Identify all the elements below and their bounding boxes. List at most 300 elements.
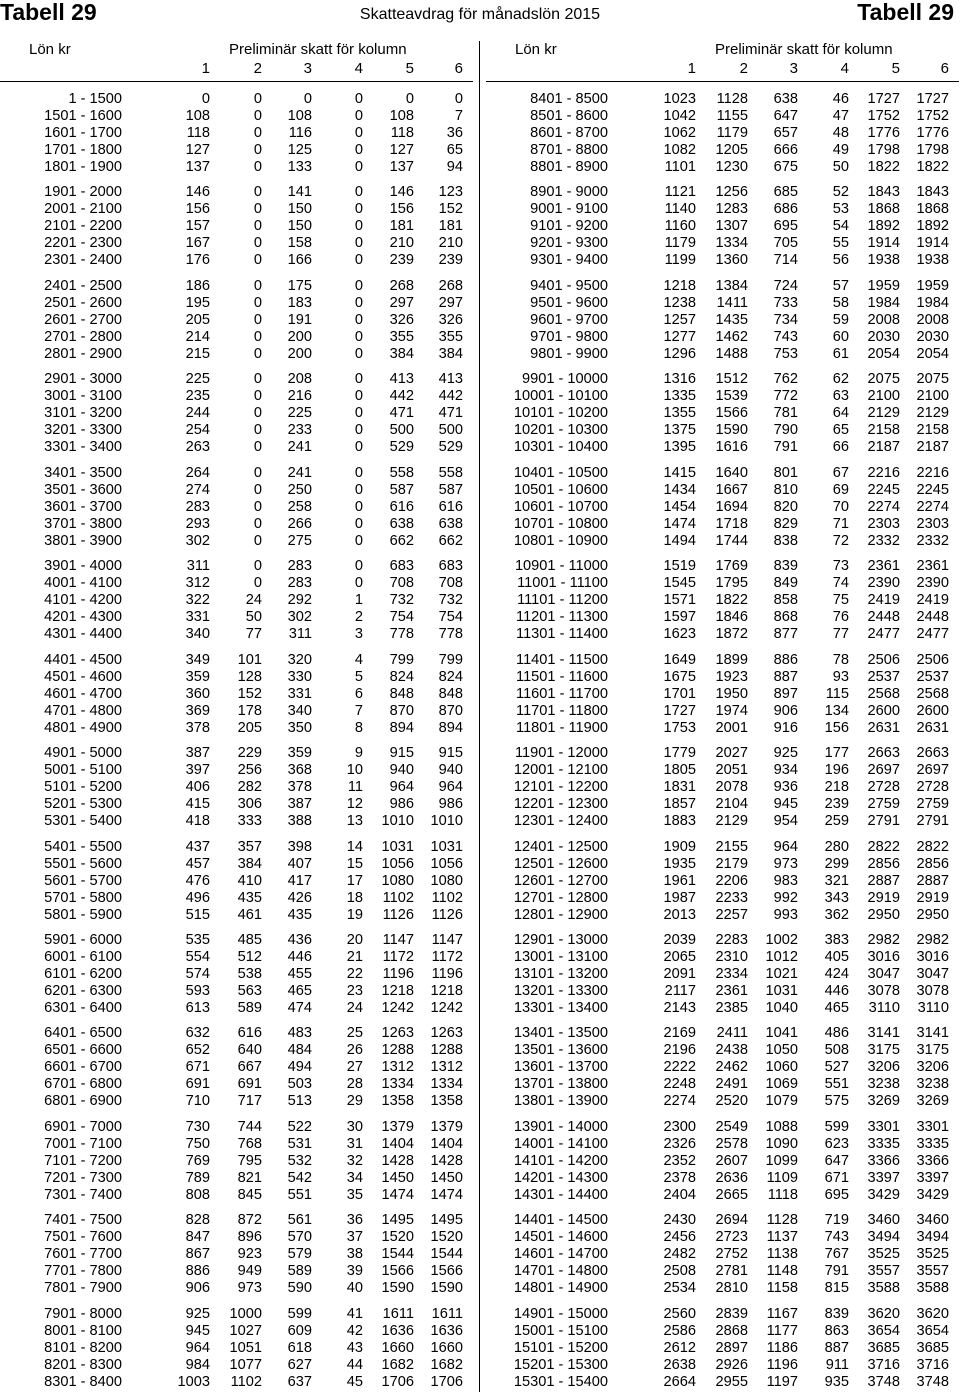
tax-column-6: 0	[454, 91, 463, 107]
salary-range: 9001 - 9100	[530, 201, 608, 218]
tax-column-3: 801	[773, 464, 798, 481]
tax-column-5: 3269	[867, 1093, 900, 1110]
tax-column-4: 66	[832, 439, 849, 456]
tax-column-6: 2129	[916, 405, 949, 422]
tax-column-5: 2390	[867, 575, 900, 592]
tax-column-5: 1776	[867, 125, 900, 141]
tax-column-6: 3654	[916, 1322, 949, 1339]
tax-column-3: 906	[773, 702, 798, 719]
salary-range: 3401 - 3500	[44, 464, 122, 481]
tax-column-1: 964	[185, 1339, 210, 1356]
row-group	[486, 932, 959, 1017]
tax-column-4: 405	[824, 948, 849, 965]
tax-column-5: 1727	[867, 91, 900, 107]
tax-column-2: 589	[237, 999, 262, 1016]
table-row	[486, 1229, 959, 1246]
table-number-right: Tabell 29	[857, 0, 954, 25]
row-group	[0, 184, 473, 269]
tax-column-3: 331	[287, 685, 312, 702]
tax-column-5: 268	[389, 277, 414, 294]
column-number: 5	[405, 60, 414, 77]
tax-column-1: 215	[185, 345, 210, 362]
salary-range: 3801 - 3900	[44, 532, 122, 549]
tax-column-5: 2537	[867, 668, 900, 685]
table-row	[0, 422, 473, 439]
tax-column-2: 1307	[715, 218, 748, 235]
tax-column-2: 2955	[715, 1373, 748, 1390]
tax-column-3: 1041	[765, 1025, 798, 1042]
tax-column-5: 413	[389, 371, 414, 388]
salary-range: 1 - 1500	[68, 91, 122, 107]
tax-column-5: 1984	[867, 294, 900, 311]
tax-column-2: 896	[237, 1229, 262, 1246]
tax-column-2: 2104	[715, 796, 748, 813]
tax-column-6: 940	[438, 762, 463, 779]
tax-column-1: 397	[185, 762, 210, 779]
tax-column-5: 964	[389, 779, 414, 796]
tax-column-2: 1384	[715, 277, 748, 294]
tax-column-4: 239	[824, 796, 849, 813]
tax-column-4: 46	[832, 91, 849, 107]
tax-column-1: 1238	[663, 294, 696, 311]
row-group	[0, 1025, 473, 1110]
table-row	[0, 201, 473, 218]
tax-column-1: 176	[185, 252, 210, 269]
tax-column-5: 2158	[867, 422, 900, 439]
tax-column-3: 589	[287, 1263, 312, 1280]
tax-column-5: 3141	[867, 1025, 900, 1042]
tax-column-2: 1769	[715, 558, 748, 575]
tax-column-1: 867	[185, 1246, 210, 1263]
table-row	[0, 1229, 473, 1246]
salary-range: 10501 - 10600	[513, 481, 608, 498]
tax-column-1: 1857	[663, 796, 696, 813]
column-number: 2	[739, 60, 748, 77]
tax-column-4: 39	[346, 1263, 363, 1280]
table-row	[486, 218, 959, 235]
tax-column-5: 3078	[867, 982, 900, 999]
salary-range: 7001 - 7100	[44, 1135, 122, 1152]
tax-column-4: 30	[346, 1118, 363, 1135]
tax-column-1: 2248	[663, 1076, 696, 1093]
tax-column-1: 789	[185, 1169, 210, 1186]
salary-range: 2901 - 3000	[44, 371, 122, 388]
tax-column-5: 2477	[867, 626, 900, 643]
tax-column-1: 349	[185, 651, 210, 668]
table-row	[486, 235, 959, 252]
row-group	[486, 91, 959, 176]
tax-column-4: 24	[346, 999, 363, 1016]
tax-column-5: 1312	[381, 1059, 414, 1076]
tax-column-1: 264	[185, 464, 210, 481]
row-group	[486, 465, 959, 550]
tax-column-3: 992	[773, 889, 798, 906]
table-row	[486, 1212, 959, 1229]
tax-column-6: 1312	[430, 1059, 463, 1076]
tax-column-4: 14	[346, 838, 363, 855]
tax-column-3: 292	[287, 592, 312, 609]
tax-column-6: 500	[438, 422, 463, 439]
tax-column-3: 531	[287, 1135, 312, 1152]
tax-column-4: 13	[346, 813, 363, 830]
tax-column-5: 471	[389, 405, 414, 422]
tax-column-5: 2631	[867, 719, 900, 736]
table-row	[486, 482, 959, 499]
tax-column-4: 0	[354, 371, 363, 388]
table-row	[0, 235, 473, 252]
tax-column-2: 1128	[716, 91, 748, 107]
tax-column-6: 3397	[916, 1169, 949, 1186]
row-group	[486, 652, 959, 737]
tax-column-3: 618	[287, 1339, 312, 1356]
tax-column-2: 1694	[715, 498, 748, 515]
column-header-right	[486, 41, 959, 82]
salary-range: 13701 - 13800	[513, 1076, 608, 1093]
tax-column-3: 599	[287, 1305, 312, 1322]
tax-column-6: 3525	[916, 1246, 949, 1263]
tax-column-5: 1682	[381, 1356, 414, 1373]
tax-column-5: 1102	[382, 889, 414, 906]
tax-column-6: 2075	[916, 371, 949, 388]
tax-column-2: 0	[253, 422, 262, 439]
column-numbers	[0, 60, 473, 78]
salary-range: 6801 - 6900	[44, 1093, 122, 1110]
tax-column-4: 2	[354, 609, 363, 626]
tax-column-6: 2982	[916, 931, 949, 948]
tax-column-3: 1158	[766, 1280, 798, 1297]
tax-column-3: 858	[773, 592, 798, 609]
table-row	[486, 1136, 959, 1153]
tax-column-5: 824	[389, 668, 414, 685]
tax-column-6: 3016	[916, 948, 949, 965]
tax-column-6: 3141	[916, 1025, 949, 1042]
column-number: 1	[201, 60, 210, 77]
tax-column-5: 1428	[381, 1152, 414, 1169]
table-row	[486, 108, 959, 125]
salary-range: 10701 - 10800	[513, 515, 608, 532]
table-row	[486, 346, 959, 363]
salary-range: 10901 - 11000	[514, 558, 608, 575]
tax-column-5: 3429	[867, 1186, 900, 1203]
tax-column-3: 849	[773, 575, 798, 592]
tax-column-3: 302	[287, 609, 312, 626]
salary-range: 8001 - 8100	[44, 1322, 122, 1339]
tax-column-1: 1140	[664, 201, 696, 218]
tax-column-5: 1242	[381, 999, 414, 1016]
tax-column-4: 486	[824, 1025, 849, 1042]
tax-column-4: 0	[354, 311, 363, 328]
tax-column-3: 1177	[766, 1322, 798, 1339]
row-group	[0, 652, 473, 737]
table-row	[0, 1374, 473, 1391]
tax-column-6: 3557	[916, 1263, 949, 1280]
tax-column-2: 1846	[715, 609, 748, 626]
tax-column-4: 0	[354, 388, 363, 405]
tax-column-5: 3335	[867, 1135, 900, 1152]
table-row	[0, 499, 473, 516]
salary-range: 12801 - 12900	[513, 906, 608, 923]
tax-column-2: 0	[253, 439, 262, 456]
table-row	[0, 966, 473, 983]
table-row	[486, 1119, 959, 1136]
tax-column-1: 2378	[663, 1169, 696, 1186]
salary-range: 14601 - 14700	[513, 1246, 608, 1263]
tax-column-2: 101	[237, 651, 262, 668]
tax-column-4: 863	[824, 1322, 849, 1339]
row-group	[486, 1119, 959, 1204]
tax-column-3: 743	[773, 328, 798, 345]
tax-column-1: 1218	[663, 277, 696, 294]
table-row	[0, 1136, 473, 1153]
tax-column-3: 734	[773, 311, 798, 328]
tax-column-6: 3620	[916, 1305, 949, 1322]
tax-column-3: 838	[773, 532, 798, 549]
tax-column-2: 538	[237, 965, 262, 982]
tax-column-6: 2303	[916, 515, 949, 532]
tax-column-3: 570	[287, 1229, 312, 1246]
tax-column-3: 1021	[765, 965, 798, 982]
tax-column-4: 0	[354, 277, 363, 294]
tax-column-1: 847	[185, 1229, 210, 1246]
tax-column-4: 31	[346, 1135, 363, 1152]
tax-column-5: 2054	[867, 345, 900, 362]
tax-column-4: 0	[354, 464, 363, 481]
tax-column-2: 1512	[715, 371, 748, 388]
tax-column-4: 57	[832, 277, 849, 294]
salary-range: 10601 - 10700	[513, 498, 608, 515]
tax-column-2: 0	[253, 515, 262, 532]
tax-column-6: 1611	[431, 1305, 463, 1322]
salary-range: 8601 - 8700	[530, 125, 608, 141]
salary-range: 10301 - 10400	[513, 439, 608, 456]
tax-column-4: 0	[354, 532, 363, 549]
table-row	[486, 609, 959, 626]
tax-column-3: 993	[773, 906, 798, 923]
tax-column-2: 2385	[715, 999, 748, 1016]
table-row	[486, 932, 959, 949]
tax-column-6: 1843	[916, 184, 949, 201]
salary-range: 14401 - 14500	[513, 1212, 608, 1229]
tax-column-6: 2008	[916, 311, 949, 328]
tax-column-3: 378	[287, 779, 312, 796]
tax-column-2: 1822	[715, 592, 748, 609]
tax-column-1: 1727	[663, 702, 696, 719]
tax-column-1: 156	[185, 201, 210, 218]
tax-column-2: 1102	[230, 1373, 262, 1390]
tax-column-5: 1379	[381, 1118, 414, 1135]
tax-column-5: 3494	[867, 1229, 900, 1246]
tax-column-3: 579	[287, 1246, 312, 1263]
salary-range: 1501 - 1600	[44, 108, 122, 124]
tax-column-1: 1023	[663, 91, 696, 107]
tax-column-6: 1358	[430, 1093, 463, 1110]
salary-range: 6601 - 6700	[44, 1059, 122, 1076]
tax-column-1: 652	[185, 1042, 210, 1059]
tax-column-4: 1	[354, 592, 363, 609]
tax-column-4: 34	[346, 1169, 363, 1186]
tax-column-1: 1179	[664, 235, 696, 252]
row-group	[0, 932, 473, 1017]
table-row	[486, 669, 959, 686]
tax-column-3: 705	[773, 235, 798, 252]
tax-column-6: 1404	[430, 1135, 463, 1152]
tax-column-1: 415	[185, 796, 210, 813]
tax-column-1: 593	[185, 982, 210, 999]
tax-column-1: 2352	[663, 1152, 696, 1169]
table-row	[486, 388, 959, 405]
tax-column-5: 2129	[867, 405, 900, 422]
tax-column-4: 743	[824, 1229, 849, 1246]
salary-range: 1801 - 1900	[44, 159, 122, 175]
tax-column-5: 848	[389, 685, 414, 702]
tax-column-2: 1051	[229, 1339, 262, 1356]
tax-column-2: 512	[237, 948, 262, 965]
tax-column-1: 118	[186, 125, 210, 141]
tax-column-6: 94	[446, 159, 463, 175]
tax-column-4: 887	[824, 1339, 849, 1356]
tax-column-6: 7	[454, 108, 463, 124]
salary-range: 9701 - 9800	[530, 328, 608, 345]
row-group	[486, 1212, 959, 1297]
table-row	[0, 1119, 473, 1136]
table-row	[0, 346, 473, 363]
table-row	[0, 1170, 473, 1187]
tax-column-5: 2008	[867, 311, 900, 328]
salary-range: 12101 - 12200	[513, 779, 608, 796]
tax-column-4: 36	[346, 1212, 363, 1229]
table-row	[486, 91, 959, 108]
tax-column-3: 474	[287, 999, 312, 1016]
tax-column-2: 0	[253, 371, 262, 388]
tax-column-6: 1450	[430, 1169, 463, 1186]
tax-column-6: 1428	[430, 1152, 463, 1169]
tax-column-5: 156	[389, 201, 414, 218]
tax-column-2: 152	[237, 685, 262, 702]
tax-column-5: 587	[389, 481, 414, 498]
row-group	[486, 745, 959, 830]
tax-column-4: 72	[832, 532, 849, 549]
salary-range: 9901 - 10000	[521, 371, 608, 388]
tax-column-2: 128	[237, 668, 262, 685]
tax-column-3: 330	[287, 668, 312, 685]
tax-column-4: 48	[832, 125, 849, 141]
tax-column-4: 0	[354, 481, 363, 498]
tax-column-3: 1002	[765, 931, 798, 948]
tax-column-6: 1031	[430, 838, 463, 855]
table-row	[0, 839, 473, 856]
tax-column-6: 3175	[916, 1042, 949, 1059]
tax-column-6: 824	[438, 668, 463, 685]
tax-column-4: 62	[832, 371, 849, 388]
tax-column-2: 384	[237, 855, 262, 872]
tax-column-6: 754	[438, 609, 463, 626]
tax-column-6: 1590	[430, 1280, 463, 1297]
tax-column-3: 964	[773, 838, 798, 855]
tax-column-3: 868	[773, 609, 798, 626]
tax-column-3: 925	[773, 745, 798, 762]
tax-column-4: 44	[346, 1356, 363, 1373]
salary-range: 9301 - 9400	[530, 252, 608, 269]
tax-column-5: 1914	[867, 235, 900, 252]
tax-column-3: 1012	[765, 948, 798, 965]
tax-column-1: 1199	[664, 252, 696, 269]
salary-range: 4501 - 4600	[44, 668, 122, 685]
tax-column-4: 0	[354, 235, 363, 252]
tax-column-4: 15	[346, 855, 363, 872]
tax-column-3: 388	[287, 813, 312, 830]
tax-column-3: 675	[773, 159, 798, 175]
tax-column-4: 156	[824, 719, 849, 736]
tax-column-4: 0	[354, 405, 363, 422]
table-row	[0, 983, 473, 1000]
salary-range: 10401 - 10500	[513, 464, 608, 481]
tax-column-5: 3685	[867, 1339, 900, 1356]
tax-column-3: 208	[287, 371, 312, 388]
tax-column-6: 3460	[916, 1212, 949, 1229]
tax-column-4: 27	[346, 1059, 363, 1076]
salary-range: 13301 - 13400	[513, 999, 608, 1016]
salary-range: 1901 - 2000	[44, 184, 122, 201]
tax-column-4: 343	[824, 889, 849, 906]
tax-column-1: 1494	[663, 532, 696, 549]
tax-column-6: 2274	[916, 498, 949, 515]
tax-column-2: 2491	[715, 1076, 748, 1093]
salary-range: 10001 - 10100	[513, 388, 608, 405]
tax-column-6: 3078	[916, 982, 949, 999]
table-row	[0, 388, 473, 405]
tax-column-3: 225	[287, 405, 312, 422]
table-row	[0, 1076, 473, 1093]
tax-column-6: 1080	[430, 872, 463, 889]
tax-column-1: 457	[185, 855, 210, 872]
tax-column-4: 8	[354, 719, 363, 736]
table-row	[0, 779, 473, 796]
table-row	[486, 295, 959, 312]
tax-column-2: 2810	[715, 1280, 748, 1297]
tax-column-6: 3238	[916, 1076, 949, 1093]
table-row	[0, 482, 473, 499]
tax-column-5: 239	[389, 252, 414, 269]
salary-range: 4801 - 4900	[44, 719, 122, 736]
table-row	[486, 1170, 959, 1187]
tax-column-1: 2300	[663, 1118, 696, 1135]
tax-column-6: 894	[438, 719, 463, 736]
salary-range: 15001 - 15100	[513, 1322, 608, 1339]
salary-range: 11401 - 11500	[516, 651, 608, 668]
table-row	[0, 1212, 473, 1229]
table-row	[486, 762, 959, 779]
tax-column-2: 744	[237, 1118, 262, 1135]
salary-range: 9201 - 9300	[530, 235, 608, 252]
tax-column-5: 3525	[867, 1246, 900, 1263]
salary-range: 3901 - 4000	[44, 558, 122, 575]
table-row	[486, 720, 959, 737]
tax-column-5: 1822	[867, 159, 900, 175]
salary-range: 11901 - 12000	[514, 745, 608, 762]
tax-column-2: 2578	[715, 1135, 748, 1152]
tax-column-6: 616	[438, 498, 463, 515]
tax-column-6: 662	[438, 532, 463, 549]
tax-column-2: 1334	[715, 235, 748, 252]
tax-column-3: 275	[287, 532, 312, 549]
tax-column-5: 1126	[382, 906, 414, 923]
tax-column-6: 1495	[430, 1212, 463, 1229]
tax-column-2: 2781	[715, 1263, 748, 1280]
tax-column-2: 1744	[715, 532, 748, 549]
tax-column-2: 2462	[715, 1059, 748, 1076]
tax-column-3: 191	[287, 311, 312, 328]
tax-column-1: 2326	[663, 1135, 696, 1152]
